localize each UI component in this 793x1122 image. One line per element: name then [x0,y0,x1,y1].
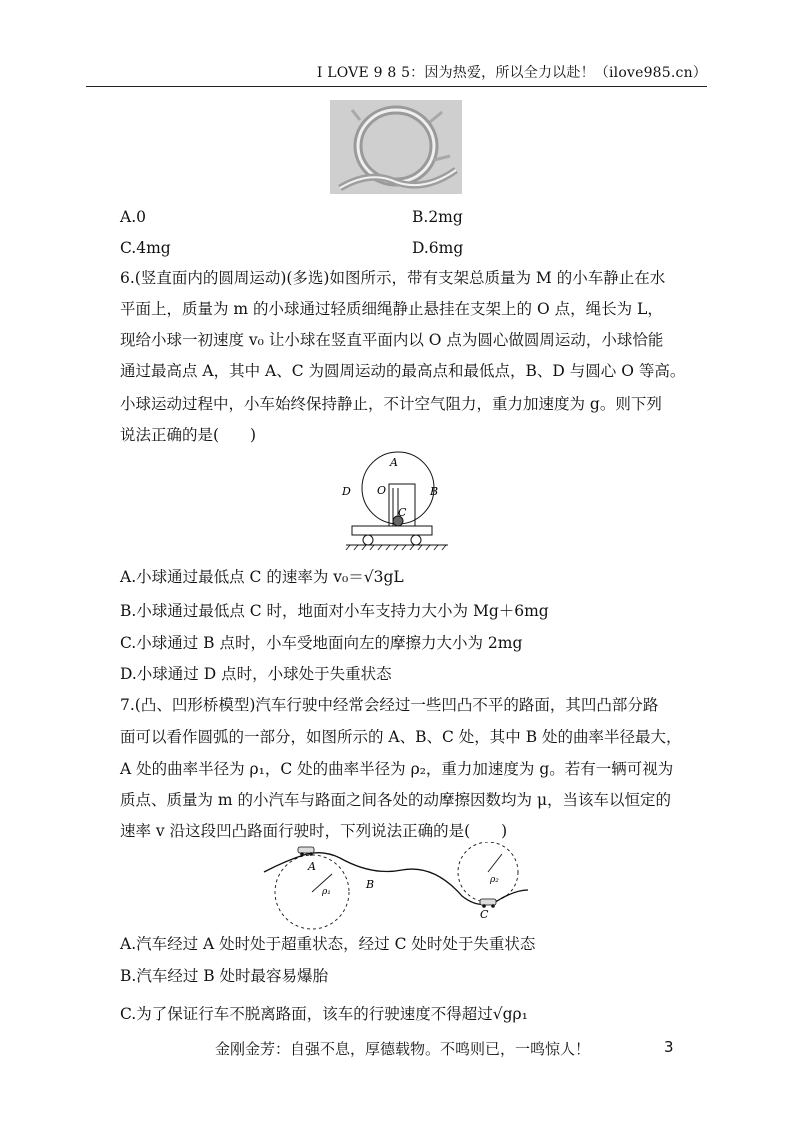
q5-option-c: C.4mg [120,239,171,257]
label-rho2: ρ₂ [490,875,499,885]
q5-option-a: A.0 [120,208,146,226]
label-o: O [377,484,387,497]
label-b: B [430,485,439,498]
label-d: D [342,485,351,498]
q7-stem-line: 质点、质量为 m 的小汽车与路面之间各处的动摩擦因数均为 μ，当该车以恒定的 [120,791,672,809]
q7-stem-line: 速率 v 沿这段凹凸路面行驶时，下列说法正确的是( ) [120,822,508,840]
q7-stem-line: 7.(凸、凹形桥模型)汽车行驶中经常会经过一些凹凸不平的路面，其凹凸部分路 [120,696,659,714]
q6-stem-line: 6.(竖直面内的圆周运动)(多选)如图所示，带有支架总质量为 M 的小车静止在水 [120,269,666,287]
page-header: I LOVE 9 8 5：因为热爱，所以全力以赴！（ilove985.cn） [316,65,707,81]
q7-option-a: A.汽车经过 A 处时处于超重状态，经过 C 处时处于失重状态 [120,935,536,953]
label-b: B [366,878,375,891]
q6-stem-line: 说法正确的是( ) [120,426,257,444]
q6-option-d: D.小球通过 D 点时，小球处于失重状态 [120,665,392,683]
bumpy-road-diagram [262,842,532,932]
cart-circle-diagram [340,450,460,552]
q7-option-b: B.汽车经过 B 处时最容易爆胎 [120,967,329,985]
car-icon [480,899,496,908]
q6-stem-line: 现给小球一初速度 v₀ 让小球在竖直平面内以 O 点为圆心做圆周运动，小球恰能 [120,331,664,349]
page-number: 3 [664,1038,674,1056]
q6-stem-line: 平面上，质量为 m 的小球通过轻质细绳静止悬挂在支架上的 O 点，绳长为 L， [120,300,663,318]
q5-option-d: D.6mg [412,239,464,257]
q6-option-b: B.小球通过最低点 C 时，地面对小车支持力大小为 Mg＋6mg [120,602,549,620]
label-a: A [390,456,398,469]
label-c: C [398,506,407,519]
label-a: A [308,860,316,873]
q6-option-a: A.小球通过最低点 C 的速率为 v₀＝√3gL [120,568,404,586]
q6-option-c: C.小球通过 B 点时，小车受地面向左的摩擦力大小为 2mg [120,634,523,652]
loop-track-photo [330,100,462,194]
header-divider [86,86,707,87]
label-c: C [480,908,489,921]
q6-stem-line: 小球运动过程中，小车始终保持静止，不计空气阻力，重力加速度为 g。则下列 [120,395,662,413]
q7-stem-line: A 处的曲率半径为 ρ₁，C 处的曲率半径为 ρ₂，重力加速度为 g。若有一辆可视为 [120,760,674,778]
q6-stem-line: 通过最高点 A，其中 A、C 为圆周运动的最高点和最低点，B、D 与圆心 O 等高。 [120,362,686,380]
q5-option-b: B.2mg [412,208,463,226]
q7-stem-line: 面可以看作圆弧的一部分，如图所示的 A、B、C 处，其中 B 处的曲率半径最大， [120,728,682,746]
footer-motto: 金刚金芳：自强不息，厚德载物。不鸣则已，一鸣惊人！ [215,1040,591,1058]
q7-option-c: C.为了保证行车不脱离路面，该车的行驶速度不得超过√gρ₁ [120,1005,528,1023]
label-rho1: ρ₁ [322,887,331,897]
